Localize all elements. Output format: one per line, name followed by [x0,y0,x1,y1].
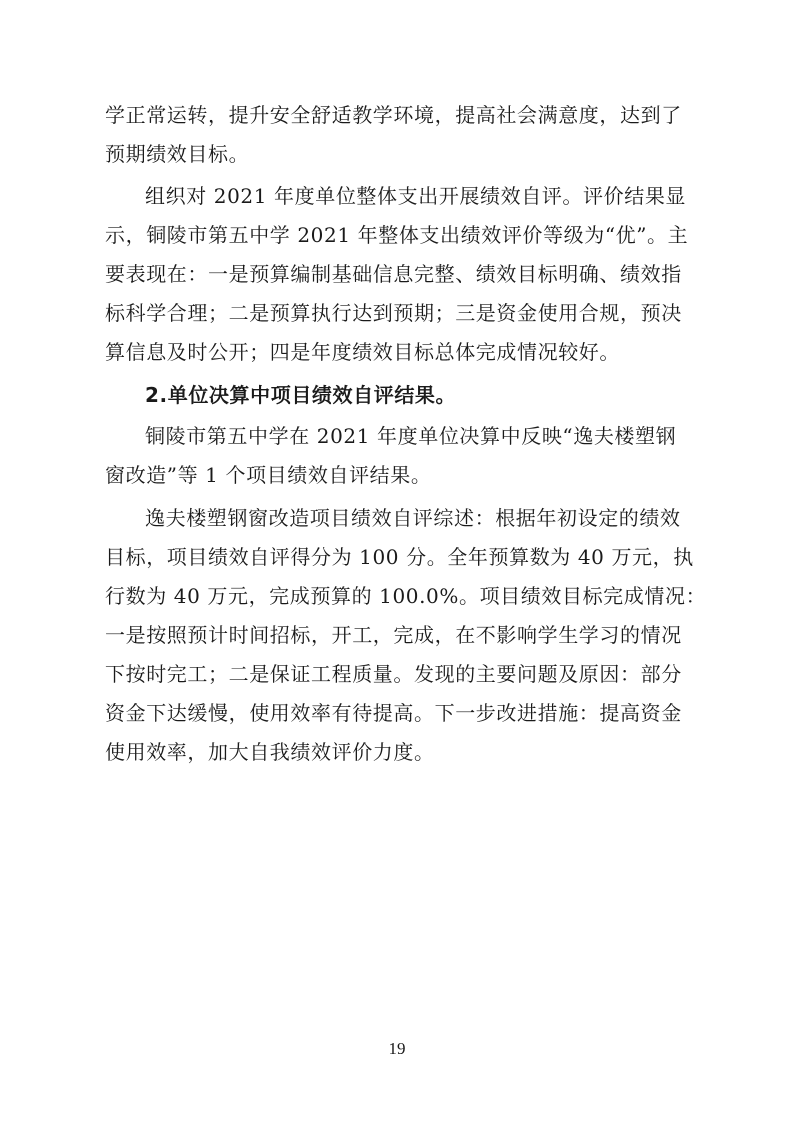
paragraph-line: 资金下达缓慢，使用效率有待提高。下一步改进措施：提高资金 [105,701,682,725]
paragraph-line: 窗改造”等 1 个项目绩效自评结果。 [105,463,432,487]
page-number: 19 [388,1039,406,1058]
paragraph-line: 预期绩效目标。 [105,142,250,166]
paragraph-line: 组织对 2021 年度单位整体支出开展绩效自评。评价结果显 [145,184,687,208]
paragraph-line: 一是按照预计时间招标，开工，完成，在不影响学生学习的情况 [105,623,682,647]
paragraph-line: 使用效率，加大自我绩效评价力度。 [105,740,435,764]
paragraph-line: 逸夫楼塑钢窗改造项目绩效自评综述：根据年初设定的绩效 [145,506,681,530]
paragraph-line: 要表现在：一是预算编制基础信息完整、绩效目标明确、绩效指 [105,262,682,286]
paragraph-line: 学正常运转，提升安全舒适教学环境，提高社会满意度，达到了 [105,103,682,127]
paragraph-line: 目标，项目绩效自评得分为 100 分。全年预算数为 40 万元，执 [105,545,694,569]
paragraph-line: 标科学合理；二是预算执行达到预期；三是资金使用合规，预决 [105,301,682,325]
section-heading: 2.单位决算中项目绩效自评结果。 [145,383,457,407]
paragraph-line: 示，铜陵市第五中学 2021 年整体支出绩效评价等级为“优”。主 [105,223,689,247]
paragraph-line: 下按时完工；二是保证工程质量。发现的主要问题及原因：部分 [105,662,682,686]
paragraph-line: 算信息及时公开；四是年度绩效目标总体完成情况较好。 [105,340,620,364]
paragraph-line: 铜陵市第五中学在 2021 年度单位决算中反映“逸夫楼塑钢 [145,424,677,448]
paragraph-line: 行数为 40 万元，完成预算的 100.0%。项目绩效目标完成情况： [105,584,707,608]
